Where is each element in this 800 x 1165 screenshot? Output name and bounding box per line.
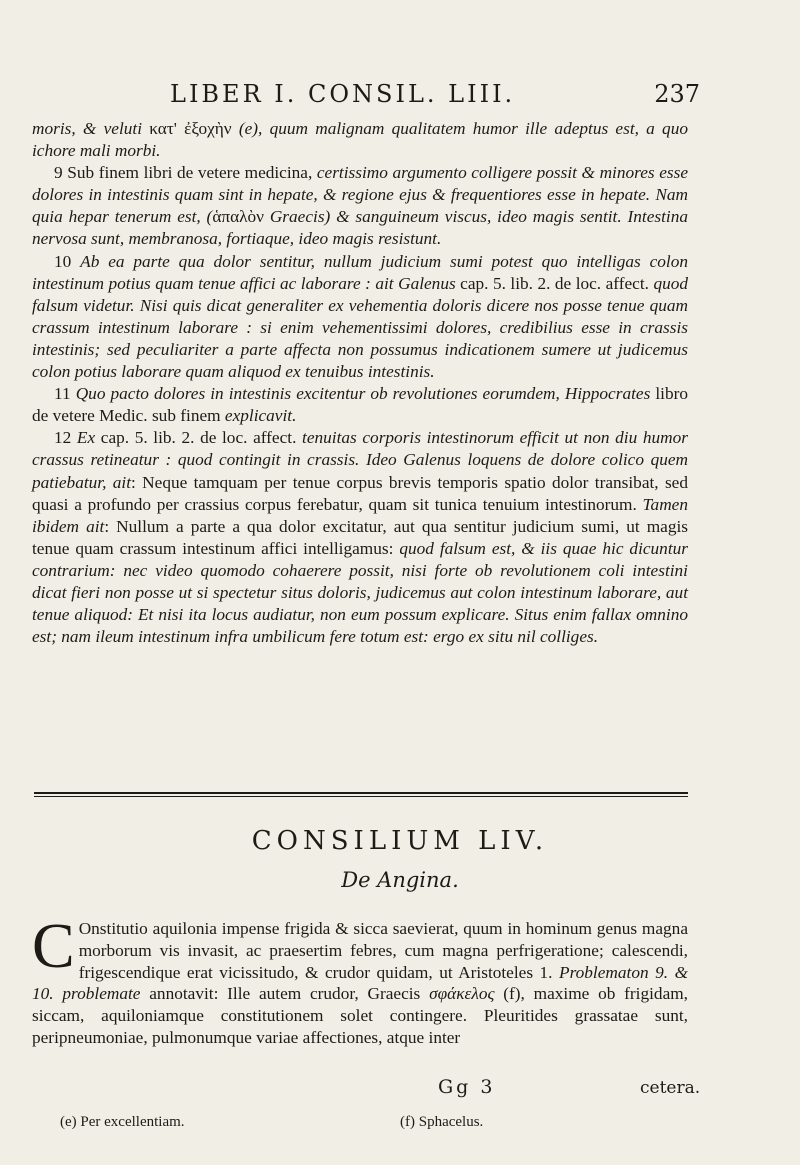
text-span: 12 <box>54 428 77 448</box>
text-span: 10 <box>54 251 81 271</box>
consilium-text <box>32 910 689 1049</box>
text-span: cap. 5. lib. 2. de loc. affect. <box>455 273 654 293</box>
text-span: tenuitas corporis intestinorum efficit ut non diu humor crassus retineatur : quod contingit in crassis. Ideo Galenus loquens de dolore colico quem patiebatur, ait <box>32 428 688 492</box>
greek-word: ἁπαλὸν <box>212 207 264 227</box>
text-span: moris, & veluti <box>32 119 150 138</box>
text-span: 11 <box>54 384 76 404</box>
catchword: cetera. <box>640 1078 701 1098</box>
text-span: Problematon 9. & 10. problemate <box>32 962 689 1004</box>
text-span: (e), quum malignam qualitatem humor ille adeptus est, a quo ichore mali morbi. <box>32 119 688 161</box>
note-9 <box>32 162 688 250</box>
text-span: (f), maxime ob frigidam, siccam, aquiloniamque constitutionem solet contingere. Pleuritides grassatae sunt, peripneumoniae, pulmonumque variae affectiones, atque inter <box>32 984 688 1047</box>
text-span: libro de vetere Medic. sub finem <box>32 384 688 426</box>
running-head: LIBER I. CONSIL. LIII. <box>170 80 516 108</box>
text-span: Onstitutio aquilonia impense frigida & sicca saevierat, quum in hominum genus magna morborum vis invasit, ac praesertim febres, cum magna perfrigeratione; calescendi, frigescendique erat vicissitudo, & crudor quidam, ut Aristoteles 1. <box>78 919 688 982</box>
page-number: 237 <box>654 80 700 108</box>
greek-word: σφάκελος <box>429 984 495 1004</box>
note-12 <box>32 427 688 648</box>
note-11 <box>32 383 688 427</box>
text-span: cap. 5. lib. 2. de loc. affect. <box>95 428 303 448</box>
text-span: annotavit: Ille autem crudor, Graecis <box>140 984 430 1004</box>
page-header <box>170 80 700 114</box>
text-span: : Nullum a parte a qua dolor excitatur, aut qua sentitur judicium sumi, ut magis tenue quam crassum intestinum affici intelligamus: <box>32 516 688 558</box>
consilium-subtitle: De Angina. <box>341 868 459 892</box>
text-span: : Neque tamquam per tenue corpus brevis temporis spatio dolor transibat, sed quasi a profundo per crassius corpus ferebatur, quam sit tunica tenuium intestinorum. <box>32 472 688 514</box>
note-10 <box>32 251 688 384</box>
footnotes <box>60 1114 700 1140</box>
commentary-text <box>32 118 688 648</box>
text-span: Graecis) & sanguineum viscus, ideo magis sentit. Intestina nervosa sunt, membranosa, fortiaque, ideo magis resistunt. <box>32 207 688 249</box>
text-span: Ab ea parte qua dolor sentitur, nullum judicium sumi potest quo intelligas colon intestinum potius quam tenue affici ac laborare : ait Galenus <box>32 251 688 293</box>
text-span: explicavit. <box>224 406 297 426</box>
text-span: quod falsum est, & iis quae hic dicuntur contrarium: nec video quomodo cohaerere possit, nisi forte ob revolutionem coli intestini dicat fieri non posse ut si spectetur situs doloris, judicemus aut colon intestinum laborare, aut tenue aliquod: Et nisi ita locus audiatur, non eum possum explicare. Situs enim fallax omnino est; nam ileum intestinum infra umbilicum fere totum est: ergo ex situ nil colliges. <box>32 538 688 647</box>
text-span: quod falsum videtur. Nisi quis dicat generaliter ex vehementia doloris dicere nos posse tenue quam crassum intestinum laborare : si enim vehementissimi dolores, credibilius esse in crassis intestinis; sed peculiariter a parte affecta non possumus indicationem sumere ut judicemus colon potius laborare quam aliquod ex tenuibus intestinis. <box>32 273 688 382</box>
note-8-continuation <box>32 118 688 162</box>
text-span: Tamen ibidem ait <box>32 494 688 536</box>
text-span: 9 Sub finem libri de vetere medicina, <box>54 163 317 183</box>
greek-phrase: κατ' ἐξοχὴν <box>149 119 232 138</box>
footnote-f: (f) Sphacelus. <box>400 1114 484 1130</box>
drop-capital: C <box>32 910 75 981</box>
consilium-title: CONSILIUM LIV. <box>251 826 549 856</box>
section-divider <box>34 792 688 794</box>
text-span: Ex <box>76 428 96 448</box>
section-divider-thin <box>34 796 688 797</box>
footnote-e: (e) Per excellentiam. <box>60 1114 185 1130</box>
text-span: certissimo argumento colligere possit & minores esse dolores in intestinis quam sint in hepate, & regione ejus & frequentiores esse in hepate. Nam quia hepar tenerum est, ( <box>32 163 688 227</box>
text-span: Quo pacto dolores in intestinis excitentur ob revolutiones eorumdem, Hippocrates <box>75 384 651 404</box>
signature-mark: Gg 3 <box>438 1076 496 1098</box>
